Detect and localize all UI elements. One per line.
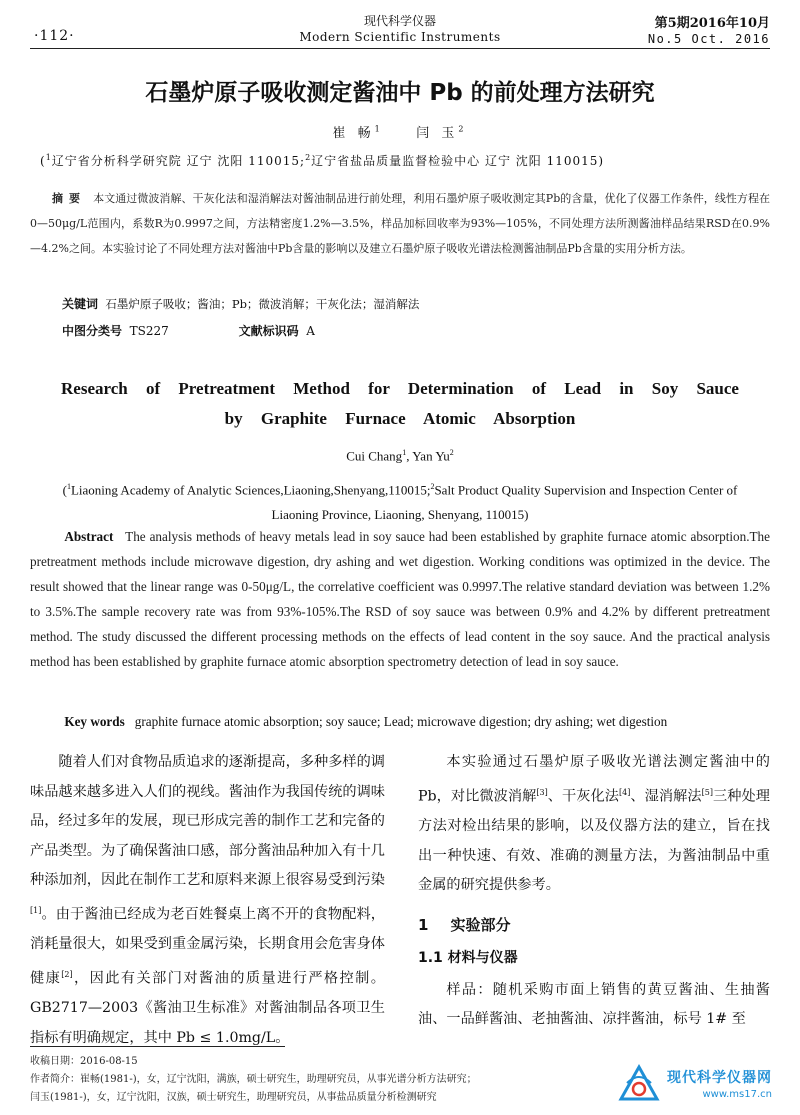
- body-text: 。由于酱油已经成为老百姓餐桌上离不开的食物配料，消耗量很大，如果受到重金属污染，长期食用会危害身体健康: [30, 906, 385, 987]
- body-text: 本实验通过石墨炉原子吸收光谱法测定酱油中的Pb，对比微波消解: [418, 754, 770, 805]
- clc-value: TS227: [129, 324, 169, 338]
- paren: (: [62, 482, 67, 498]
- section-title: 实验部分: [450, 915, 511, 934]
- issue-en: No.5 Oct. 2016: [647, 32, 770, 46]
- section-heading: [418, 911, 770, 941]
- journal-name-cn: 现代科学仪器: [363, 14, 436, 28]
- affil-sup: 1: [66, 482, 71, 491]
- journal-name-en: Modern Scientific Instruments: [299, 30, 501, 44]
- watermark-name: 现代科学仪器网: [667, 1069, 772, 1086]
- author-sup: 1: [374, 124, 384, 134]
- body-column-right: [418, 748, 770, 1035]
- affil-text: 辽宁省分析科学研究院 辽宁 沈阳 110015;: [51, 154, 306, 168]
- body-column-left: [30, 748, 385, 1053]
- body-paragraph: [418, 748, 770, 901]
- footnote-author1: 作者简介：崔畅(1981-)，女，辽宁沈阳，满族，硕士研究生，助理研究员，从事光谱分析方法研究；: [30, 1074, 477, 1085]
- abstract-text-cn: 本文通过微波消解、干灰化法和湿消解法对酱油制品进行前处理，利用石墨炉原子吸收测定其Pb的含量，优化了仪器工作条件，线性方程在0—50μg/L范围内，系数R为0.9997之间，方法精密度1.2%—3.5%，样品加标回收率为93%—105%，不同处理方法所测酱油样品结果RSD在0.9%—4.2%之间。本实验讨论了不同处理方法对酱油中Pb含量的影响以及建立石墨炉原子吸收光谱法检测酱油制品Pb含量的实用分析方法。: [30, 192, 770, 255]
- affiliation-cn: [40, 152, 780, 169]
- keywords-label-cn: 关键词: [62, 297, 99, 311]
- footnote-rule: [30, 1046, 285, 1047]
- abstract-label-cn: 摘要: [52, 192, 87, 205]
- body-text: 三种处理方法对检出结果的影响，以及仪器方法的建立，旨在找出一种快速、有效、准确的测量方法，为酱油制品中重金属的研究提供参考。: [418, 788, 770, 894]
- paren: (: [40, 154, 46, 168]
- authors-en: [0, 448, 800, 464]
- abstract-cn: [30, 186, 770, 261]
- doc-code-label: 文献标识码: [238, 324, 299, 338]
- watermark: [617, 1063, 772, 1103]
- abstract-label-en: Abstract: [64, 529, 114, 544]
- citation: [2]: [61, 969, 73, 979]
- paper-title-en: [30, 374, 770, 434]
- citation: [4]: [619, 787, 631, 797]
- footnote-author2: 闫玉(1981-)，女，辽宁沈阳，汉族，硕士研究生，助理研究员，从事盐品质量分析检测研究: [30, 1092, 437, 1103]
- keywords-cn: [62, 295, 419, 312]
- body-paragraph: [30, 748, 385, 1053]
- author-name: 崔 畅: [332, 126, 375, 141]
- title-en-line2: by Graphite Furnace Atomic Absorption: [224, 409, 576, 428]
- title-en-line1: Research of Pretreatment Method for Determination of Lead in Soy Sauce: [61, 379, 739, 398]
- author-sep: ,: [406, 448, 413, 464]
- abstract-en: [30, 524, 770, 674]
- body-text: 随着人们对食物品质追求的逐渐提高，多种多样的调味品越来越多进入人们的视线。酱油作为我国传统的调味品，经过多年的发展，现已形成完善的制作工艺和完备的产品类型。为了确保酱油口感，部分酱油品种加入有十几种添加剂，因此在制作工艺和原料来源上很容易受到污染: [30, 754, 385, 889]
- footnote-received: 收稿日期：2016-08-15: [30, 1056, 138, 1067]
- page-number: ·112·: [34, 28, 75, 44]
- body-paragraph: 样品：随机采购市面上销售的黄豆酱油、生抽酱油、一品鲜酱油、老抽酱油、凉拌酱油，标号 1# 至: [418, 981, 770, 1028]
- author-sup: 2: [458, 124, 468, 134]
- affil-sup: 2: [430, 482, 435, 491]
- subsection-heading: 1.1 材料与仪器: [418, 950, 518, 967]
- keywords-en: [30, 714, 770, 730]
- citation: [5]: [701, 787, 713, 797]
- body-text: ，因此有关部门对酱油的质量进行严格控制。GB2717—2003《酱油卫生标准》对酱油制品各项卫生指标有明确规定，其中 Pb ≤ 1.0mg/L。: [30, 970, 385, 1046]
- citation: [1]: [30, 905, 42, 915]
- author-name-en: Yan Yu: [412, 448, 450, 464]
- author-sup: 2: [449, 448, 454, 457]
- body-text: 、湿消解法: [630, 788, 702, 805]
- affil-text: 辽宁省盐品质量监督检验中心 辽宁 沈阳 110015): [311, 154, 605, 168]
- affiliation-en: [42, 474, 758, 527]
- issue-cn: 第5期2016年10月: [654, 16, 770, 31]
- keywords-text-en: graphite furnace atomic absorption; soy sauce; Lead; microwave digestion; dry ashing; wet digestion: [134, 714, 668, 729]
- paper-title-cn: 石墨炉原子吸收测定酱油中 Pb 的前处理方法研究: [145, 80, 655, 106]
- body-text: 、干灰化法: [547, 788, 620, 805]
- section-number: 1: [418, 915, 429, 934]
- affil-sup: 1: [45, 153, 52, 162]
- affil-sup: 2: [305, 153, 312, 162]
- abstract-text-en: The analysis methods of heavy metals lead in soy sauce had been established by graphite furnace atomic absorption.The pretreatment methods include microwave digestion, dry ashing and wet digestion. Working conditions was optimized in the device. The result showed that the linear range was 0-50μg/L, the correlative coefficient was 0.9997.The relative standard deviation was between 1.2% to 3.5%.The sample recovery rate was from 93%-105%.The RSD of soy sauce was between 0.9% and 4.2% by different pretreatment method. The study discussed the different processing methods on the effects of lead content in the soy sauce. And the practical analysis method has been established by graphite furnace atomic absorption spectrometry detection of lead in soy sauce.: [30, 529, 771, 669]
- affil-text: Salt Product Quality Supervision and Inspection Center of Liaoning Province, Liaoning, Shenyang, 110015): [271, 482, 738, 523]
- clc-label: 中图分类号: [62, 324, 123, 338]
- running-header: [0, 8, 800, 46]
- header-rule: [30, 48, 770, 49]
- author-sup: 1: [402, 448, 407, 457]
- author-name: 闫 玉: [416, 126, 459, 141]
- affil-text: Liaoning Academy of Analytic Sciences,Liaoning,Shenyang,110015;: [70, 482, 431, 498]
- watermark-url: www.ms17.cn: [702, 1088, 772, 1100]
- watermark-logo-icon: [617, 1063, 661, 1103]
- doc-code-value: A: [306, 324, 315, 338]
- authors-cn: [0, 122, 800, 141]
- classification: [62, 322, 351, 339]
- keywords-text-cn: 石墨炉原子吸收；酱油；Pb；微波消解；干灰化法；湿消解法: [105, 297, 420, 311]
- keywords-label-en: Key words: [64, 714, 125, 729]
- author-name-en: Cui Chang: [346, 448, 403, 464]
- citation: [3]: [536, 787, 548, 797]
